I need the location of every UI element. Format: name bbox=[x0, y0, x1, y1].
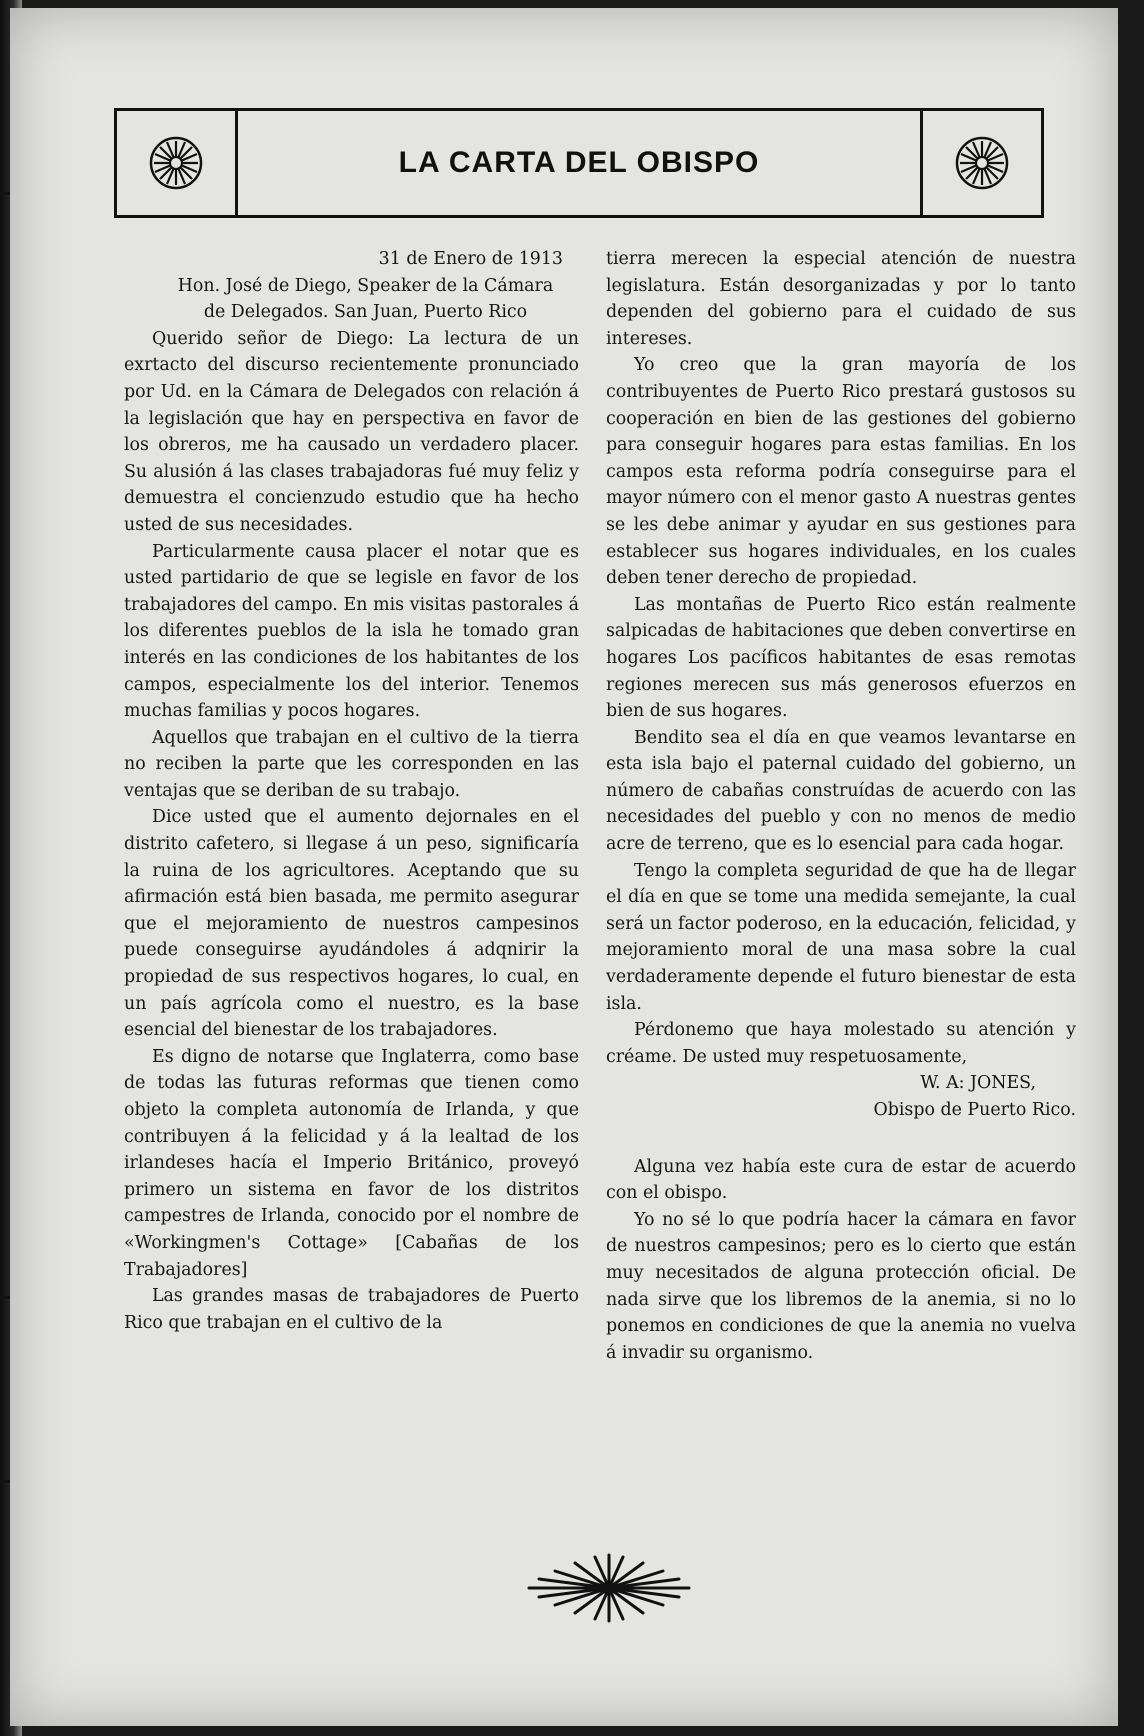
addressee-line: de Delegados. San Juan, Puerto Rico bbox=[203, 302, 528, 323]
paragraph: Yo creo que la gran mayoría de los contribuyentes de Puerto Rico prestará gustosos su cooperación en bien de las gestiones del gobierno para conseguir hogares para estas familias. En los campos esta reforma podría conseguirse para el mayor número con el menor gasto A nuestras gentes se les debe animar y ayudar en sus gestiones para establecer sus hogares individuales, en los cuales deben tener derecho de propiedad. bbox=[606, 355, 1076, 589]
header-ornament-right bbox=[920, 111, 1044, 215]
paragraph: Querido señor de Diego: La lectura de un exrtacto del discurso recientemente pronunciado por Ud. en la Cámara de Delegados con relación á la legislación que hay en perspectiva en favor de los obreros, me ha causado un verdadero placer. Su alusión á las clases trabajadoras fué muy feliz y demuestra el concienzudo estudio que ha hecho usted de sus necesidades. bbox=[124, 328, 579, 535]
signature-name: W. A: JONES, bbox=[920, 1073, 1036, 1094]
paragraph: Las montañas de Puerto Rico están realmente salpicadas de habitaciones que deben convertirse en hogares Los pacíficos habitantes de esas remotas regiones merecen sus más generosos efuerzos en bien de sus hogares. bbox=[606, 594, 1076, 722]
column-right bbox=[606, 246, 1076, 1366]
end-ornament-icon bbox=[525, 1553, 693, 1623]
paragraph: Las grandes masas de trabajadores de Puerto Rico que trabajan en el cultivo de la bbox=[124, 1286, 579, 1333]
commentary-paragraph: Alguna vez había este cura de estar de acuerdo con el obispo. bbox=[606, 1156, 1076, 1204]
addressee-line: Hon. José de Diego, Speaker de la Cámara bbox=[177, 275, 554, 296]
paragraph: Aquellos que trabajan en el cultivo de la tierra no reciben la parte que les corresponden en las ventajas que se deriban de su trabajo. bbox=[124, 727, 579, 801]
page bbox=[10, 8, 1118, 1726]
page-title: LA CARTA DEL OBISPO bbox=[398, 146, 760, 179]
paragraph: Tengo la completa seguridad de que ha de llegar el día en que se tome una medida semejante, la cual será un factor poderoso, en la educación, felicidad, y mejoramiento moral de una masa sobre la cual verdaderamente depende el futuro bienestar de esta isla. bbox=[606, 860, 1076, 1014]
header-ornament-left bbox=[114, 111, 238, 215]
column-left bbox=[124, 246, 579, 1336]
paragraph: tierra merecen la especial atención de nuestra legislatura. Están desorganizadas y por lo tanto dependen del gobierno para el cuidado de sus intereses. bbox=[606, 249, 1076, 349]
signature-title: Obispo de Puerto Rico. bbox=[873, 1100, 1076, 1120]
flower-icon bbox=[148, 135, 204, 191]
commentary-paragraph: Yo no sé lo que podría hacer la cámara en favor de nuestros campesinos; pero es lo cierto que están muy necesitados de alguna protección oficial. De nada sirve que los libremos de la anemia, si no lo ponemos en condiciones de que la anemia no vuelva á invadir su organismo. bbox=[606, 1209, 1076, 1363]
letter-date: 31 de Enero de 1913 bbox=[378, 249, 563, 269]
paragraph: Dice usted que el aumento dejornales en el distrito cafetero, si llegase á un peso, significaría la ruina de los agricultores. Aceptando que su afirmación está bien basada, me permito asegurar que el mejoramiento de nuestros campesinos puede conseguirse ayudándoles á adqnirir la propiedad de sus respectivos hogares, lo cual, en un país agrícola como el nuestro, es la base esencial del bienestar de los trabajadores. bbox=[124, 807, 579, 1041]
section-header bbox=[114, 108, 1044, 218]
flower-icon bbox=[954, 135, 1010, 191]
paragraph: Es digno de notarse que Inglaterra, como base de todas las futuras reformas que tienen como objeto la completa autonomía de Irlanda, y que contribuyen á la felicidad y á la lealtad de los irlandeses hacía el Imperio Británico, proveyó primero un sistema en favor de los distritos campestres de Irlanda, conocido por el nombre de «Workingmen's Cottage» [Cabañas de los Trabajadores] bbox=[124, 1046, 579, 1280]
paragraph: Pérdonemo que haya molestado su atención y créame. De usted muy respetuosamente, bbox=[606, 1020, 1076, 1067]
paragraph: Bendito sea el día en que veamos levantarse en esta isla bajo el paternal cuidado del gobierno, un número de cabañas construídas de acuerdo con las necesidades del pueblo y con no menos de medio acre de terreno, que es lo esencial para cada hogar. bbox=[606, 727, 1076, 855]
paragraph: Particularmente causa placer el notar que es usted partidario de que se legisle en favor de los trabajadores del campo. En mis visitas pastorales á los diferentes pueblos de la isla he tomado gran interés en las condiciones de los habitantes de los campos, especialmente los del interior. Tenemos muchas familias y pocos hogares. bbox=[124, 541, 579, 722]
